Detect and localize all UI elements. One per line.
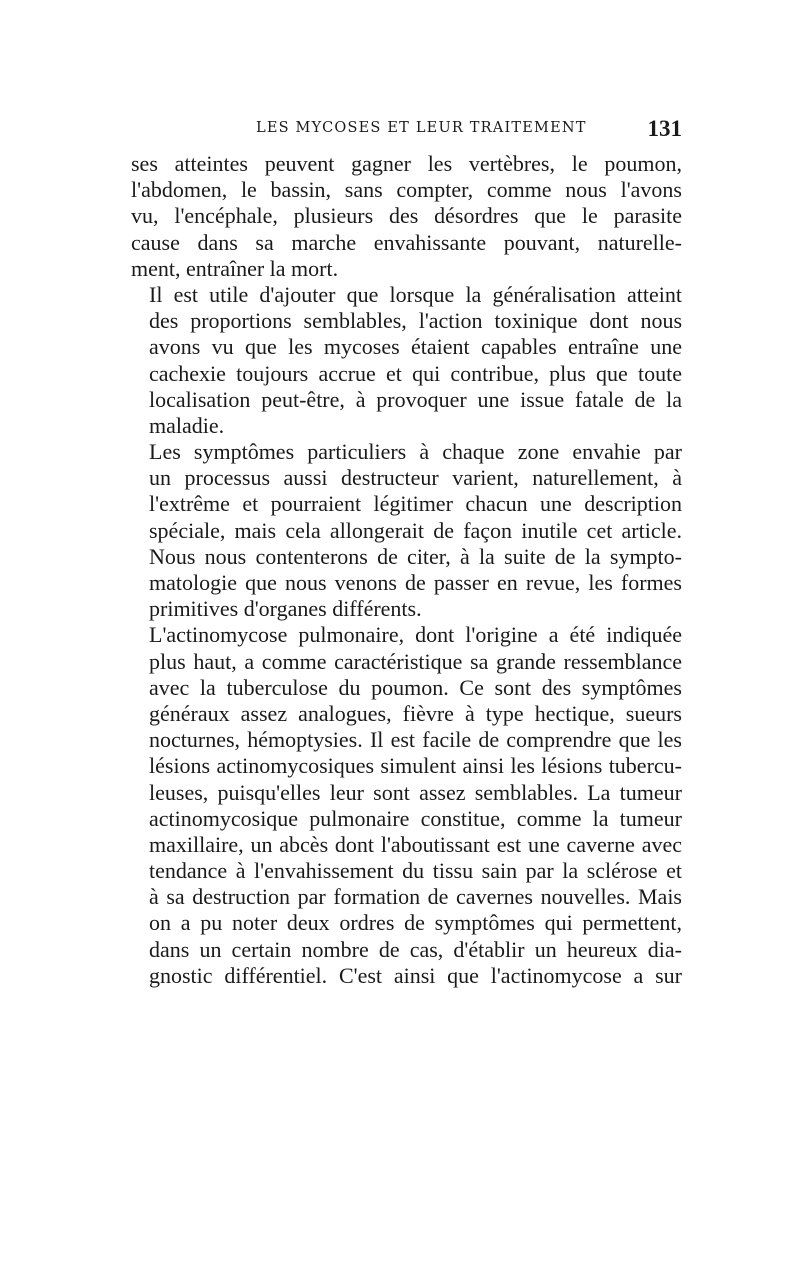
text-line: matologie que nous venons de passer en revue, les formes	[149, 570, 682, 595]
text-line: primitives d'organes différents.	[149, 596, 422, 622]
text-line: dans un certain nombre de cas, d'établir un heureux dia-	[149, 936, 682, 962]
body-text	[131, 151, 682, 989]
paragraph-3	[131, 439, 682, 622]
text-line: Il est utile d'ajouter que lorsque la généralisation atteint	[149, 281, 682, 307]
text-line: leuses, puisqu'elles leur sont assez semblables. La tumeur	[149, 779, 682, 805]
text-line: cachexie toujours accrue et qui contribue, plus que toute	[149, 360, 682, 386]
text-line: on a pu noter deux ordres de symptômes qui permettent,	[149, 910, 682, 936]
text-line: l'abdomen, le bassin, sans compter, comme nous l'avons	[131, 177, 682, 203]
text-line: avons vu que les mycoses étaient capables entraîne une	[149, 334, 682, 360]
text-line: généraux assez analogues, fièvre à type hectique, sueurs	[149, 700, 682, 726]
text-line: des proportions semblables, l'action toxinique dont nous	[149, 308, 682, 334]
text-line: à sa destruction par formation de cavernes nouvelles. Mais	[149, 884, 682, 910]
text-line: maladie.	[149, 412, 225, 438]
text-line: tendance à l'envahissement du tissu sain par la sclérose et	[149, 858, 682, 884]
text-line: gnostic différentiel. C'est ainsi que l'actinomycose a sur	[149, 962, 682, 988]
paragraph-4	[131, 622, 682, 989]
text-line: vu, l'encéphale, plusieurs des désordres que le parasite	[131, 203, 682, 229]
text-line: cause dans sa marche envahissante pouvant, naturelle-	[131, 229, 682, 255]
text-line: plus haut, a comme caractéristique sa grande ressemblance	[149, 648, 682, 674]
paragraph-2	[131, 282, 682, 439]
page-number: 131	[647, 116, 682, 141]
text-line: un processus aussi destructeur varient, naturellement, à	[149, 465, 682, 491]
text-line: maxillaire, un abcès dont l'aboutissant est une caverne avec	[149, 831, 682, 857]
text-line: ment, entraîner la mort.	[131, 255, 339, 281]
paragraph-1	[131, 151, 682, 282]
text-line: Nous nous contenterons de citer, à la suite de la sympto-	[149, 543, 682, 569]
text-line: l'extrême et pourraient légitimer chacun une description	[149, 491, 682, 517]
text-line: nocturnes, hémoptysies. Il est facile de comprendre que les	[149, 727, 682, 753]
running-head	[130, 116, 682, 144]
text-line: L'actinomycose pulmonaire, dont l'origine a été indiquée	[149, 622, 682, 648]
text-line: Les symptômes particuliers à chaque zone envahie par	[149, 439, 682, 465]
text-line: avec la tuberculose du poumon. Ce sont des symptômes	[149, 674, 682, 700]
text-line: actinomycosique pulmonaire constitue, comme la tumeur	[149, 805, 682, 831]
text-line: ses atteintes peuvent gagner les vertèbres, le poumon,	[131, 151, 682, 176]
text-line: localisation peut-être, à provoquer une issue fatale de la	[149, 386, 682, 412]
text-line: lésions actinomycosiques simulent ainsi les lésions tubercu-	[149, 753, 682, 779]
text-line: spéciale, mais cela allongerait de façon inutile cet article.	[149, 517, 682, 543]
running-title: LES MYCOSES ET LEUR TRAITEMENT	[256, 120, 587, 136]
